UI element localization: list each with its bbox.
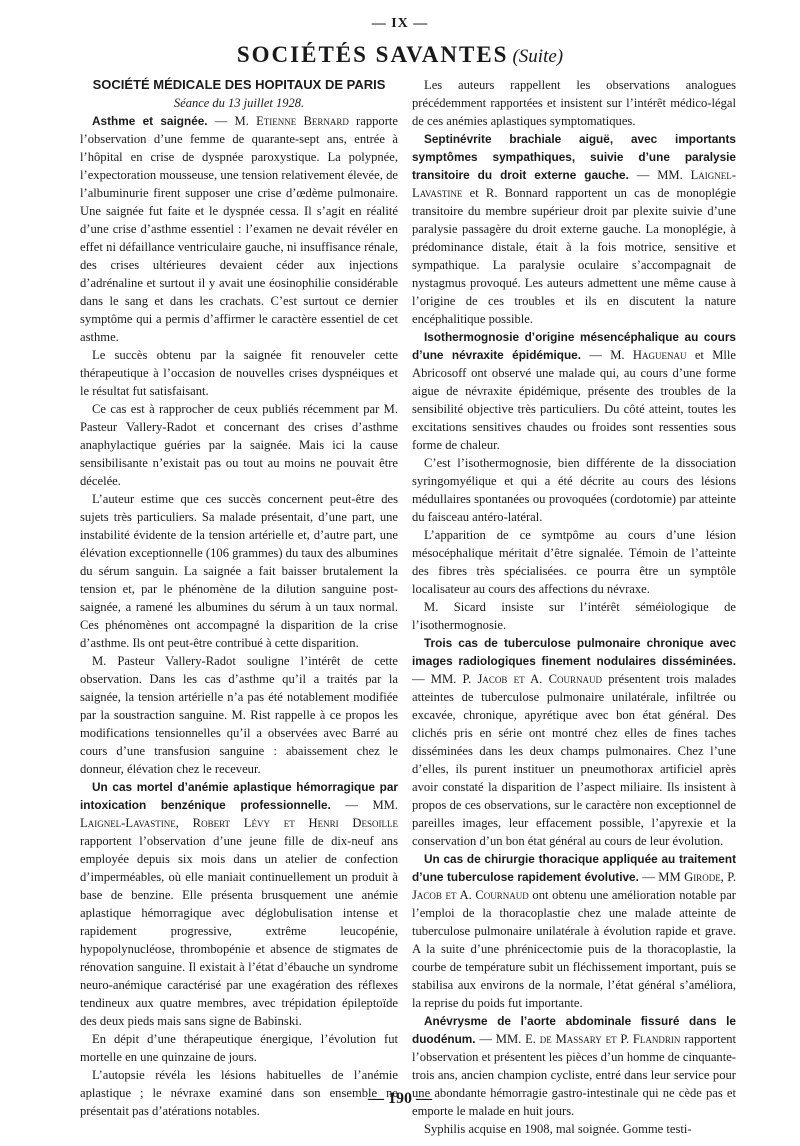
paragraph-text: — MM. [330,798,399,812]
paragraph: M. Pasteur Vallery-Radot souligne l’intérêt de cette observation. Dans les cas d’asthme qu’il a traités par la saignée, la tension artérielle n’a pas été notablement modifiée par la soustraction sanguine. M. Rist rappelle à ce propos les modifications tensionnelles qu’il a observées avec Barré au cours d’une transfusion sanguine : abaissement chez le donneur, élévation chez le receveur. [80,654,398,776]
page-roman-numeral: — IX — [371,16,429,31]
paragraph-text: — M. [207,114,257,128]
paragraph-text: — MM. E. [475,1032,540,1046]
report-authors: de Massary et P. Flandrin [539,1032,681,1046]
paragraph: C’est l’isothermognosie, bien différente de la dissociation syringomyélique et qui a été décrite au cours des lésions médullaires spontanées ou provoquées (cordotomie) par atteinte du faisceau antéro-latéral. [412,456,736,524]
paragraph-text: — MM [638,870,685,884]
paragraph-text: — MM. P. [412,672,478,686]
page-number: — 190 — [368,1090,432,1107]
paragraph [80,112,398,346]
report-title: Septinévrite brachiale aiguë, avec importants symptômes sympathiques, suivie d’une paralysie transitoire du droit externe gauche. [412,132,736,182]
paragraph: Les auteurs rappellent les observations analogues précédemment rapportées et insistent sur l’intérêt médico-légal de ces anémies aplastiques symptomatiques. [412,78,736,128]
report-title: Un cas de chirurgie thoracique appliquée au traitement d’une tuberculose rapidement évolutive. [412,852,736,884]
report-authors: Haguenau [632,348,687,362]
report-title: Un cas mortel d’anémie aplastique hémorragique par intoxication benzénique professionnelle. [80,780,398,812]
report-authors: Etienne Bernard [256,114,349,128]
report-authors: Jacob et A. Cournaud [477,672,602,686]
paragraph: Syphilis acquise en 1908, mal soignée. Gomme testi- [424,1122,692,1136]
report-authors: Laignel-Lavastine, Robert Lévy et Henri Desoille [80,816,398,830]
paragraph-text: — M. [581,348,633,362]
paragraph [412,130,736,328]
society-name: SOCIÉTÉ MÉDICALE DES HOPITAUX DE PARIS [92,77,386,92]
report-title: Isothermognosie d’origine mésencéphalique au cours d’une névraxite épidémique. [412,330,736,362]
paragraph [412,634,736,850]
report-title: Trois cas de tuberculose pulmonaire chronique avec images radiologiques finement nodulaires disséminées. [412,636,736,668]
report-authors: Laignel-Lavastine [412,168,736,200]
paragraph-text: et Mlle Abricosoff ont observé une malade qui, au cours d’une forme aigue de névraxite épidémique, présente des troubles de la sensibilité objective très particuliers. Du côté atteint, toutes les excitations sensitives chaudes ou froides sont ressenties sous forme de chaleur. [412,348,737,452]
paragraph-text: et R. Bonnard rapportent un cas de monoplégie transitoire du membre supérieur droit par plexite suivie d’une paralysie passagère du droit externe gauche. La monoplégie, à prédominance distale, était à la fois motrice, sensitive et sympathique. La paralysie oculaire s’accompagnait de nystagmus provoqué. Les auteurs admettent une même cause à l’origine de ces troubles et ils en discutent la nature encéphalitique possible. [412,186,736,326]
right-column [412,76,736,1138]
paragraph-text: rapportent l’observation d’une jeune fille de dix-neuf ans employée depuis six mois dans un atelier de confection d’imperméables, où elle maniait continuellement un produit à base de benzine. Elle présenta brusquement une anémie aplastique hémorragique avec déglobulisation intense et rapidement progressive, extrême leucopénie, hypopolynucléose, thrombopénie et absence de stigmates de rénovation sanguine. Il existait à l’état d’ébauche un syndrome neuro-anémique caractérisé par une exagération des réflexes tendineux aux quatre membres, avec trépidation épileptoïde des deux pieds mais sans signe de Babinski. [80,834,398,1028]
paragraph [412,850,736,1012]
paragraph-text: rapportent l’observation et présentent les pièces d’un homme de cinquante-trois ans, ancien champion cycliste, entré dans leur service pour une abondante hémorragie gastro-intestinale qui ne cède pas et emporte le malade en huit jours. [412,1032,736,1118]
report-authors: Girode, P. Jacob et A. Cournaud [412,870,736,902]
paragraph: L’autopsie révéla les lésions habituelles de l’anémie aplastique ; le névraxe examiné dans son ensemble ne présentait pas d’atérations notables. [80,1068,398,1118]
paragraph-text: — MM. [628,168,691,182]
paragraph: En dépit d’une thérapeutique énergique, l’évolution fut mortelle en une quinzaine de jours. [80,1032,398,1064]
section-header [0,42,800,68]
paragraph-text: rapporte l’observation d’une femme de quarante-sept ans, entrée à l’hôpital en crise de dyspnée paroxystique. La polypnée, l’expectoration mousseuse, une tension relativement élevée, de l’albuminurie firent supposer une crise d’œdème pulmonaire. Une saignée fut faite et le dyspnée cessa. Il s’agit en réalité d’une crise d’asthme essentiel : l’examen ne devait révéler en effet ni défaillance ventriculaire gauche, ni insuffisance rénale, des crises ultérieures devaient céder aux injections d’adrénaline et surtout il y avait une éosinophilie considérable dans le sang et dans les crachats. C’est surtout ce dernier symptôme qui a permis d’affirmer le caractère essentiel de cet asthme. [80,114,398,344]
paragraph-text: présentent trois malades atteintes de tuberculose pulmonaire unilatérale, infiltrée ou excavée, chronique, apyrétique avec bon état général. Des clichés pris en série ont montré chez elles de fines taches disséminées dans les deux champs pulmonaires. Chez l’une d’elles, ils purent instituer un pneumothorax artificiel après avoir constaté la disparition de l’aspect miliaire. Ils insistent à propos de ces observations, sur le caractère non exceptionnel de pareilles images, leur effacement possible, l’apyrexie et la conservation d’un bon état général au cours de leur évolution. [412,672,737,848]
paragraph: Ce cas est à rapprocher de ceux publiés récemment par M. Pasteur Vallery-Radot et concernant des crises d’asthme anaphylactique guéries par la saignée. Mais ici la cause sensibilisante n’existait pas ou tout au moins ne pouvait être décelée. [80,402,398,488]
paragraph-text: ont obtenu une amélioration notable par l’emploi de la thoracoplastie chez une malade atteinte de tuberculose pulmonaire unilatérale à évolution rapide et grave. A la suite d’une phrénicectomie puis de la thoracoplastie, la courbe de température subit un fléchissement important, puis se stabilisa aux environs de la normale, l’état général s’améliora, la reprise du poids fut importante. [412,888,736,1010]
paragraph: L’auteur estime que ces succès concernent peut-être des sujets très particuliers. Sa malade présentait, d’une part, une instabilité évidente de la tension artérielle et, d’autre part, une élévation exceptionnelle (106 grammes) du taux des albumines du sérum sanguin. La saignée a fait baisser brutalement la tension et, par le phénomène de la dilution sanguine post-saignée, a ramené les albumines du sérum à un taux normal. Ces phénomènes ont accompagné la disparition de la crise d’asthme. Ils ont peut-être contribué à cette disparition. [80,492,398,650]
left-column [80,76,398,1120]
section-suite: (Suite) [512,46,564,67]
report-title: Asthme et saignée. [92,114,208,128]
paragraph [412,328,736,454]
paragraph: Le succès obtenu par la saignée fit renouveler cette thérapeutique à l’occasion de nouvelles crises dyspnéiques et le résultat fut satisfaisant. [80,348,398,398]
report-title: Anévrysme de l’aorte abdominale fissuré dans le duodénum. [412,1014,736,1046]
paragraph: L’apparition de ce symtpôme au cours d’une lésion mésocéphalique méritait d’être signalée. Témoin de l’atteinte des fibres très spécialisées. ce pourra être un symptôle localisateur au cours des affections du névraxe. [412,528,736,596]
section-title: SOCIÉTÉS SAVANTES [236,42,509,67]
paragraph: M. Sicard insiste sur l’intérêt séméiologique de l’isothermognosie. [412,600,736,632]
paragraph [80,778,398,1030]
seance-date: Séance du 13 juillet 1928. [173,96,305,110]
